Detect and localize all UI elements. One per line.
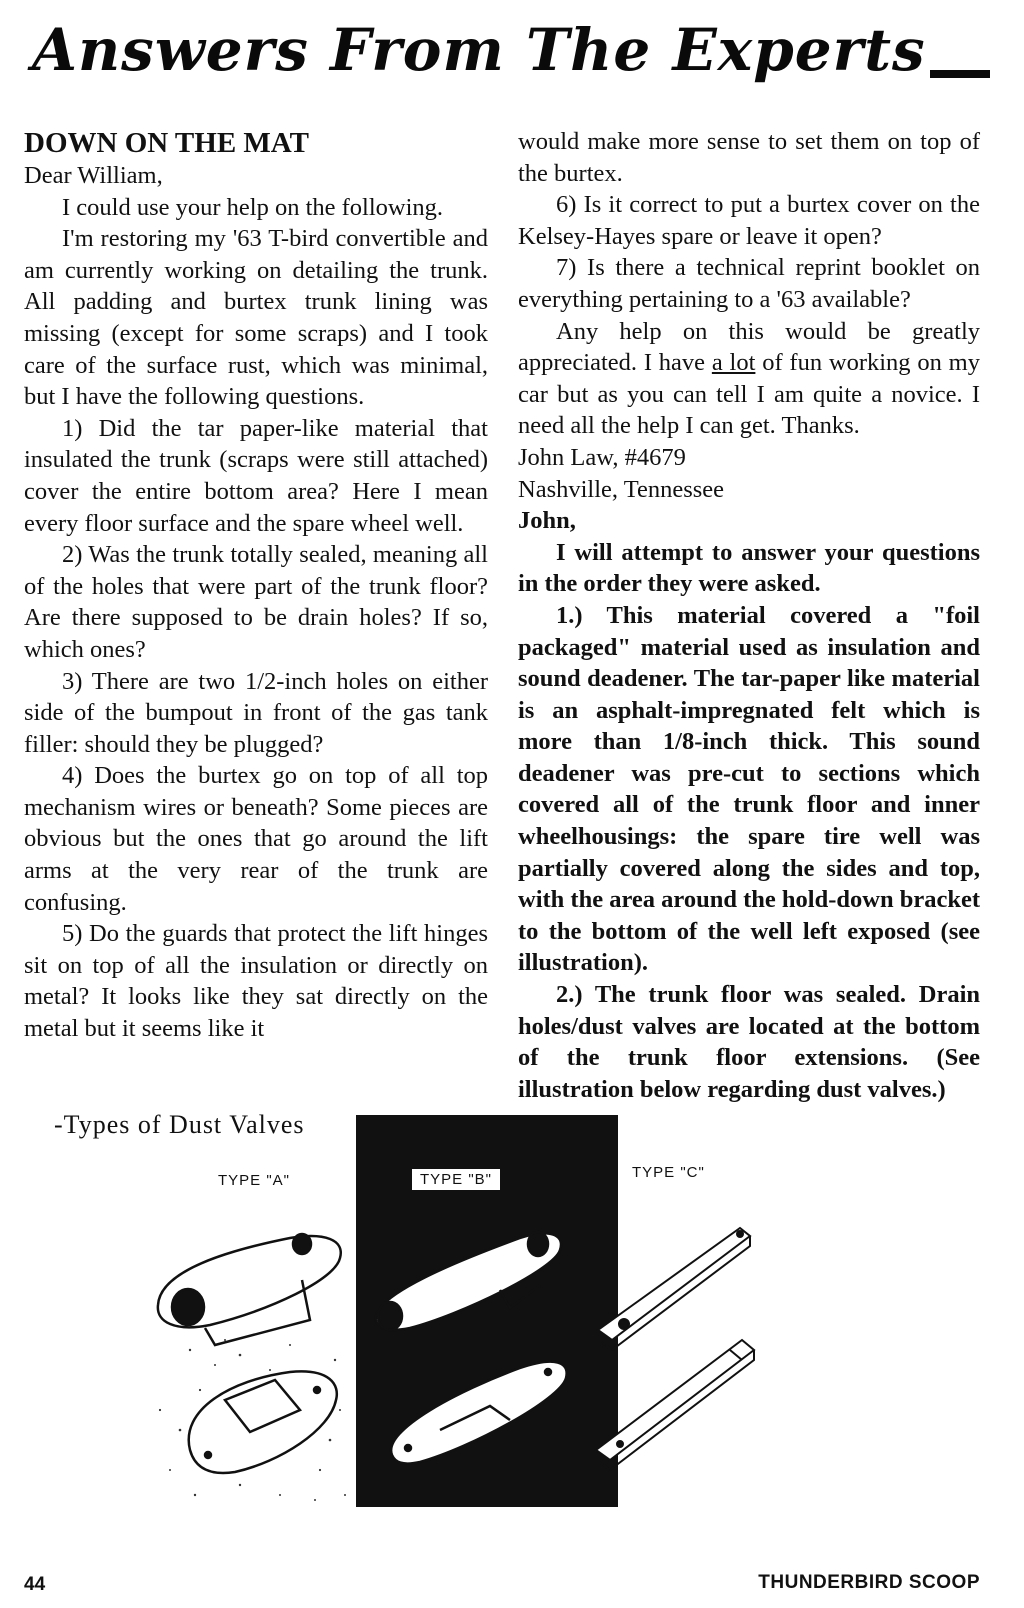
reply-paragraph: I will attempt to answer your questions in the order they were asked. xyxy=(518,538,980,598)
type-b-upper-valve xyxy=(376,1232,561,1330)
letter-question-1: 1) Did the tar paper-like material that insulated the trunk (scraps were still attached) cover the entire bottom area? Here I mean every floor surface and the spare wheel well. xyxy=(24,414,488,537)
letter-question-5: 5) Do the guards that protect the lift hinges sit on top of all the insulation or directly on metal? It looks like they sat directly on the metal but it seems like it xyxy=(24,920,488,1043)
type-c-label: TYPE "C" xyxy=(632,1164,705,1181)
right-column xyxy=(518,126,980,1105)
type-b-label: TYPE "B" xyxy=(411,1168,501,1191)
closing-text-after: of fun working on my car but as you can tell I am quite a novice. I need all the help I can get. Thanks. xyxy=(518,349,980,440)
header-title: Answers From The Experts xyxy=(32,16,926,84)
reply-salutation: John, xyxy=(518,507,576,535)
type-a-lower-valve xyxy=(189,1371,337,1473)
letter-continuation: would make more sense to set them on top of the burtex. xyxy=(518,128,980,187)
closing-underlined: a lot xyxy=(711,349,756,377)
type-c-lower-strip xyxy=(596,1340,754,1470)
letter-paragraph: I could use your help on the following. xyxy=(62,193,444,221)
article-heading: DOWN ON THE MAT xyxy=(24,127,309,159)
closing-text-before: Any help on this would be greatly appreciated. I have xyxy=(518,317,980,377)
publication-name: THUNDERBIRD SCOOP xyxy=(758,1572,980,1593)
letter-question-2: 2) Was the trunk totally sealed, meaning all of the holes that were part of the trunk floor? Are there supposed to be drain holes? If so, which ones? xyxy=(24,541,488,663)
type-c-upper-strip xyxy=(598,1228,750,1350)
type-a-upper-valve xyxy=(158,1234,341,1345)
page-header xyxy=(22,8,1002,98)
page-number: 44 xyxy=(24,1574,46,1595)
type-b-lower-valve xyxy=(391,1362,567,1464)
letter-question-3: 3) There are two 1/2-inch holes on either side of the bumpout in front of the gas tank filler: should they be plugged? xyxy=(24,667,488,758)
type-a-label: TYPE "A" xyxy=(218,1172,290,1189)
left-column xyxy=(24,126,488,1045)
signature-name: John Law, #4679 xyxy=(518,443,686,471)
dust-valves-figure xyxy=(40,1110,760,1510)
letter-question-6: 6) Is it correct to put a burtex cover on the Kelsey-Hayes spare or leave it open? xyxy=(518,191,980,250)
letter-question-7: 7) Is there a technical reprint booklet on everything pertaining to a '63 available? xyxy=(518,254,980,313)
signature-location: Nashville, Tennessee xyxy=(518,475,725,503)
letter-closing xyxy=(518,316,980,442)
letter-salutation: Dear William, xyxy=(24,162,163,189)
letter-paragraph: I'm restoring my '63 T-bird convertible and am currently working on detailing the trunk. All padding and burtex trunk lining was missing (except for some scraps) and I took care of the surface rust, which was minimal, but I have the following questions. xyxy=(24,225,488,411)
letter-question-4: 4) Does the burtex go on top of all top mechanism wires or beneath? Some pieces are obvious but the ones that go around the lift arms at the very rear of the trunk are confusing. xyxy=(24,762,488,916)
header-rule xyxy=(930,70,990,78)
reply-answer-1: 1.) This material covered a "foil packaged" material used as insulation and sound deadener. The tar-paper like material is an asphalt-impregnated felt which is more than 1/8-inch thick. This sound deadener was pre-cut to sections which covered all of the trunk floor and inner wheelhousings: the spare tire well was partially covered along the sides and top, with the area around the hold-down bracket to the bottom of the well left exposed (see illustration). xyxy=(518,601,980,977)
reply-answer-2: 2.) The trunk floor was sealed. Drain holes/dust valves are located at the bottom of the trunk floor extensions. (See illustration below regarding dust valves.) xyxy=(518,981,980,1103)
figure-caption: -Types of Dust Valves xyxy=(54,1110,305,1139)
